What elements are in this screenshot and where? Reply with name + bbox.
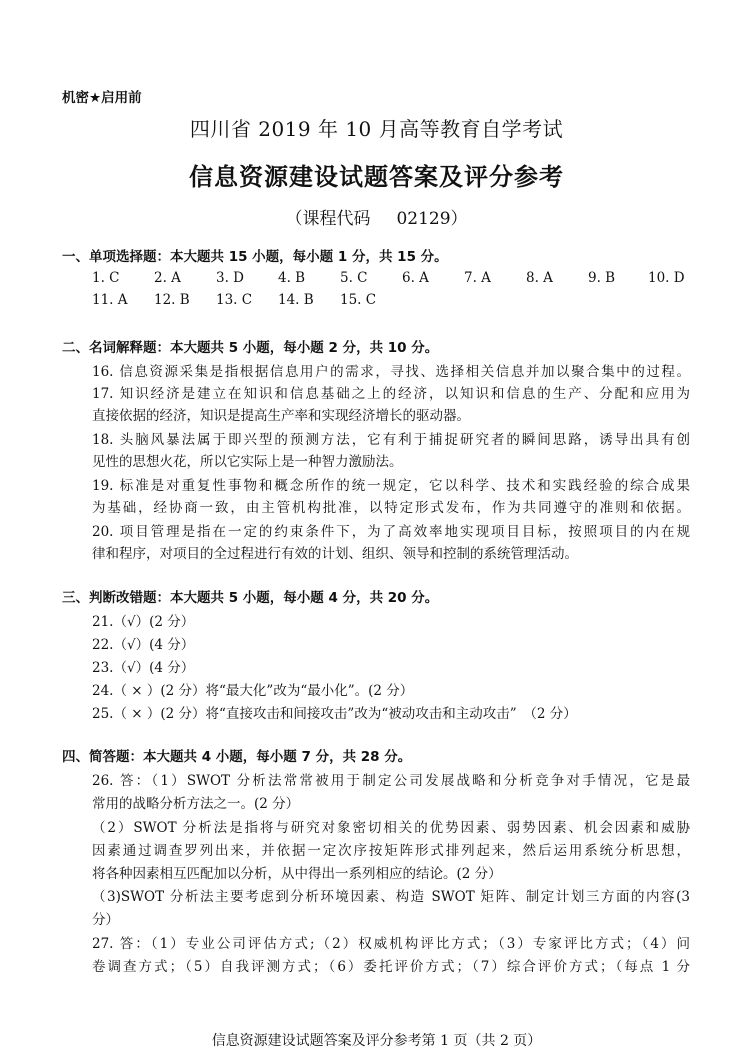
answer-line: 27. 答：（1）专业公司评估方式;（2）权威机构评比方式；（3）专家评比方式；（4）问 (92, 936, 690, 952)
answer-line: 26. 答：（1）SWOT 分析法常常被用于制定公司发展战略和分析竞争对手情况，它是最 (92, 773, 690, 789)
section-3-heading: 三、判断改错题：本大题共 5 小题，每小题 4 分，共 20 分。 (62, 590, 439, 606)
confidential-mark: 机密★启用前 (62, 90, 142, 106)
answer-item: 14. B (278, 292, 314, 308)
answer-line: （2）SWOT 分析法是指将与研究对象密切相关的优势因素、弱势因素、机会因素和威胁 (92, 820, 690, 836)
section-1-heading: 一、单项选择题：本大题共 15 小题，每小题 1 分，共 15 分。 (62, 249, 448, 265)
judgment-line: 24.（ × ）(2 分）将“最大化”改为“最小化”。(2 分） (92, 683, 414, 699)
course-code (0, 204, 753, 229)
definition-line: 20. 项目管理是指在一定的约束条件下，为了高效率地实现项目目标，按照项目的内在规 (92, 524, 690, 540)
answer-item: 5. C (340, 270, 368, 286)
definition-line: 19. 标准是对重复性事物和概念所作的统一规定，它以科学、技术和实践经验的综合成果 (92, 478, 690, 494)
document-title: 信息资源建设试题答案及评分参考 (189, 163, 564, 191)
judgment-line: 23.（√）(4 分） (92, 660, 195, 676)
answer-item: 12. B (154, 292, 190, 308)
answer-item: 11. A (92, 292, 128, 308)
judgment-line: 22.（√）(4 分） (92, 637, 195, 653)
course-code-label: （课程代码 (285, 209, 371, 229)
answer-item: 13. C (216, 292, 253, 308)
answer-item: 3. D (216, 270, 244, 286)
section-4-heading: 四、简答题：本大题共 4 小题，每小题 7 分，共 28 分。 (62, 749, 412, 765)
definition-line: 为基础，经协商一致，由主管机构批准，以特定形式发布，作为共同遵守的准则和依据。 (92, 500, 690, 516)
answer-line: 因素通过调查罗列出来，并依据一定次序按矩阵形式排列起来，然后运用系统分析思想， (92, 843, 690, 859)
definition-line: 直接依据的经济，知识是提高生产率和实现经济增长的驱动器。 (92, 408, 470, 424)
course-code-value: 02129） (396, 209, 468, 229)
answer-item: 2. A (154, 270, 181, 286)
definition-line: 见性的思想火花，所以它实际上是一种智力激励法。 (92, 454, 403, 470)
answer-line: 卷调查方式；（5）自我评测方式；（6）委托评价方式；（7）综合评价方式；（每点 1 分 (92, 959, 690, 975)
definition-line: 律和程序，对项目的全过程进行有效的计划、组织、领导和控制的系统管理活动。 (92, 546, 578, 562)
answer-item: 8. A (526, 270, 553, 286)
section-2-heading: 二、名词解释题：本大题共 5 小题，每小题 2 分，共 10 分。 (62, 340, 439, 356)
answer-line: 常用的战略分析方法之一。(2 分） (92, 796, 300, 812)
answer-item: 7. A (464, 270, 491, 286)
answer-line: 分） (92, 912, 119, 928)
definition-line: 17. 知识经济是建立在知识和信息基础之上的经济，以知识和信息的生产、分配和应用为 (92, 386, 690, 402)
definition-line: 18. 头脑风暴法属于即兴型的预测方法，它有利于捕捉研究者的瞬间思路，诱导出具有创 (92, 432, 690, 448)
answer-line: （3)SWOT 分析法主要考虑到分析环境因素、构造 SWOT 矩阵、制定计划三方面的内容(3 (92, 889, 690, 905)
judgment-line: 25.（ × ）(2 分）将“直接攻击和间接攻击”改为“被动攻击和主动攻击” （2 分） (92, 706, 577, 722)
answer-item: 1. C (92, 270, 120, 286)
answer-item: 10. D (648, 270, 685, 286)
exam-title: 四川省 2019 年 10 月高等教育自学考试 (189, 117, 564, 141)
definition-line: 16. 信息资源采集是指根据信息用户的需求，寻找、选择相关信息并加以聚合集中的过程。 (92, 364, 690, 380)
page-footer: 信息资源建设试题答案及评分参考第 1 页（共 2 页） (211, 1033, 542, 1049)
answer-item: 15. C (340, 292, 377, 308)
answer-item: 6. A (402, 270, 429, 286)
answer-item: 4. B (278, 270, 306, 286)
answer-line: 将各种因素相互匹配加以分析，从中得出一系列相应的结论。(2 分） (92, 866, 502, 882)
answer-item: 9. B (588, 270, 616, 286)
judgment-line: 21.（√）(2 分） (92, 614, 195, 630)
